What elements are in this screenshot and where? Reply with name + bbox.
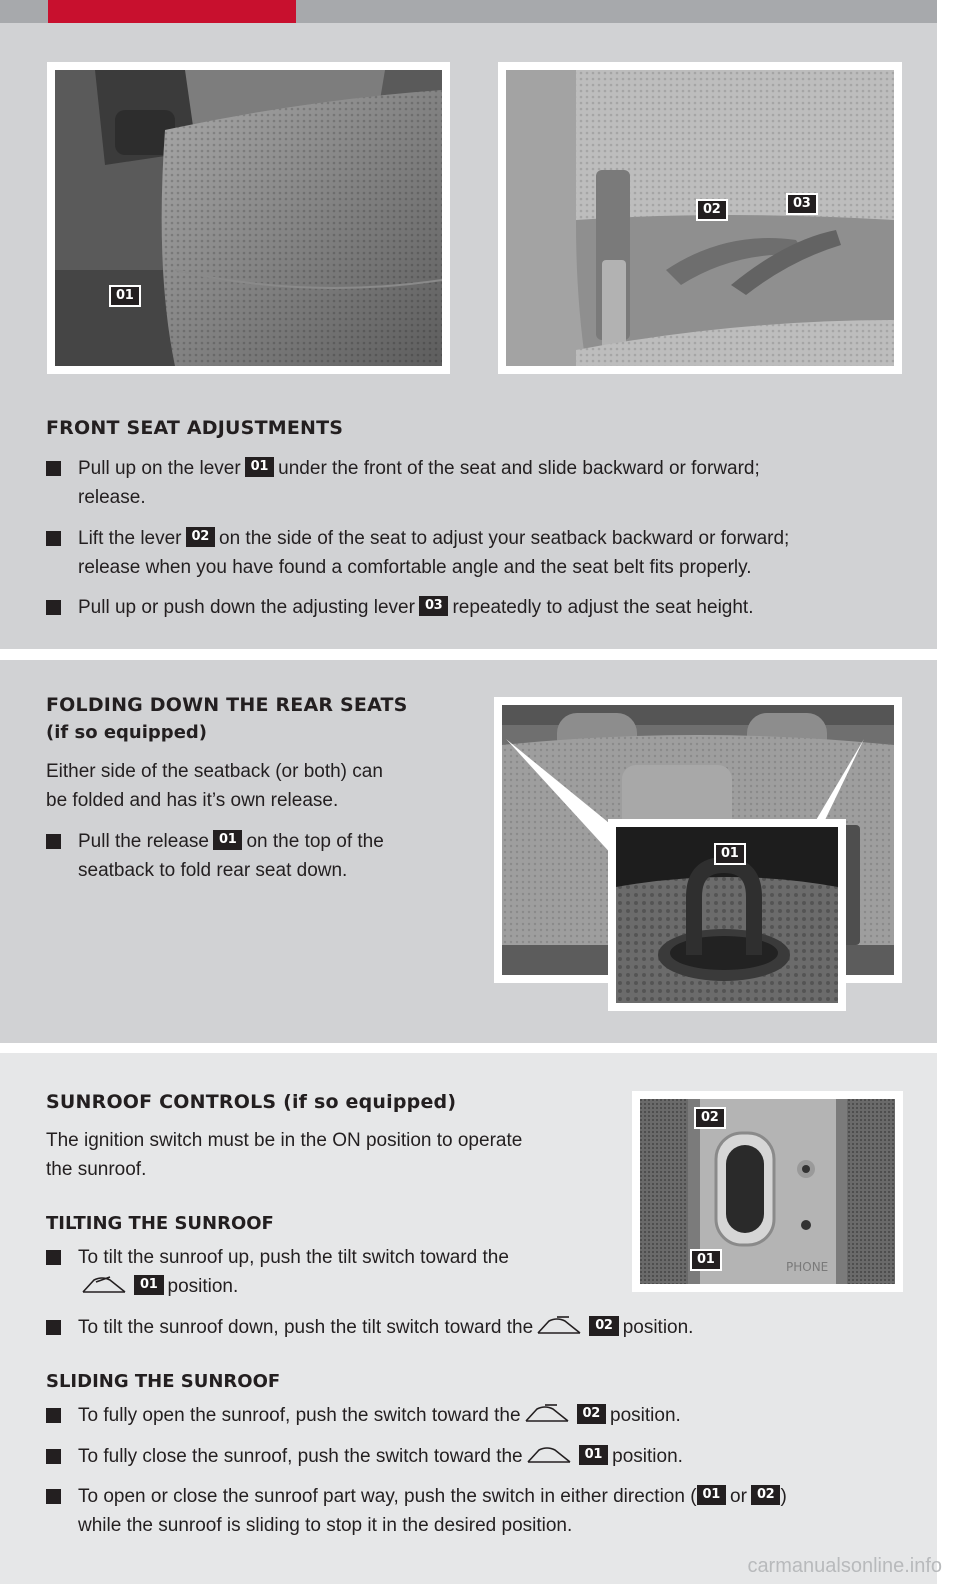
- inline-tag: 01: [213, 830, 243, 850]
- front-seat-bullet-3: Pull up or push down the adjusting lever 03 repeatedly to adjust the seat height.: [46, 593, 753, 622]
- sunroof-intro: The ignition switch must be in the ON position to operate the sunroof.: [46, 1130, 523, 1180]
- rear-seat-panel: [0, 660, 937, 1043]
- phone-label: PHONE: [786, 1260, 829, 1274]
- inline-tag: 02: [577, 1404, 607, 1424]
- inline-tag: 02: [751, 1485, 781, 1505]
- inline-tag: 01: [134, 1275, 164, 1295]
- sunroof-panel: [0, 1053, 937, 1584]
- seat-side-photo: [498, 62, 902, 374]
- tilt-up-icon: [80, 1274, 128, 1296]
- tilt-bullet-1: To tilt the sunroof up, push the tilt switch toward the 01 position.: [46, 1243, 509, 1301]
- rear-seat-bullet: Pull the release 01 on the top of the seatback to fold rear seat down.: [46, 827, 384, 885]
- seat-lever-tag: 01: [109, 285, 141, 307]
- rear-seat-intro: Either side of the seatback (or both) can be folded and has it’s own release.: [46, 761, 383, 811]
- height-lever-tag: 03: [786, 193, 818, 215]
- front-seat-title: FRONT SEAT ADJUSTMENTS: [46, 417, 344, 439]
- slide-open-icon: [523, 1403, 571, 1425]
- seatback-lever-tag: 02: [696, 199, 728, 221]
- sunroof-switch-photo: [632, 1091, 903, 1292]
- sunroof-tag-01: 01: [690, 1249, 722, 1271]
- release-closeup-photo: [608, 819, 846, 1011]
- sunroof-title: SUNROOF CONTROLS (if so equipped): [46, 1091, 457, 1113]
- sunroof-tag-02: 02: [694, 1107, 726, 1129]
- release-tag: 01: [714, 843, 746, 865]
- inline-tag: 03: [419, 596, 449, 616]
- slide-close-icon: [525, 1444, 573, 1466]
- slide-bullet-1: To fully open the sunroof, push the switch toward the 02 position.: [46, 1401, 681, 1430]
- slide-bullet-2: To fully close the sunroof, push the switch toward the 01 position.: [46, 1442, 683, 1471]
- tilt-heading: TILTING THE SUNROOF: [46, 1213, 274, 1234]
- seat-lever-illustration: [55, 70, 442, 366]
- front-seat-panel: [0, 23, 937, 649]
- rear-seat-title: FOLDING DOWN THE REAR SEATS: [46, 694, 408, 716]
- front-seat-bullet-2: Lift the lever 02 on the side of the seat to adjust your seatback backward or forward; release when you have found a comfortable angle and the seat belt fits properly.: [46, 524, 789, 582]
- inline-tag: 02: [589, 1316, 619, 1336]
- rear-seat-subtitle: (if so equipped): [46, 722, 208, 743]
- inline-tag: 01: [579, 1445, 609, 1465]
- inline-tag: 01: [697, 1485, 727, 1505]
- tilt-down-icon: [535, 1315, 583, 1337]
- seat-lever-photo: [47, 62, 450, 374]
- inline-tag: 02: [186, 527, 216, 547]
- sunroof-switch-illustration: [640, 1099, 895, 1284]
- slide-bullet-3: To open or close the sunroof part way, push the switch in either direction ( 01 or 02 ) while the sunroof is sliding to stop it in the desired position.: [46, 1482, 787, 1540]
- tilt-bullet-2: To tilt the sunroof down, push the tilt switch toward the 02 position.: [46, 1313, 693, 1342]
- top-bar: [0, 0, 937, 23]
- top-bar-accent: [48, 0, 296, 23]
- inline-tag: 01: [245, 457, 275, 477]
- front-seat-bullet-1: Pull up on the lever 01 under the front of the seat and slide backward or forward; release.: [46, 454, 760, 512]
- slide-heading: SLIDING THE SUNROOF: [46, 1371, 281, 1392]
- footer-watermark[interactable]: carmanualsonline.info: [747, 1555, 942, 1577]
